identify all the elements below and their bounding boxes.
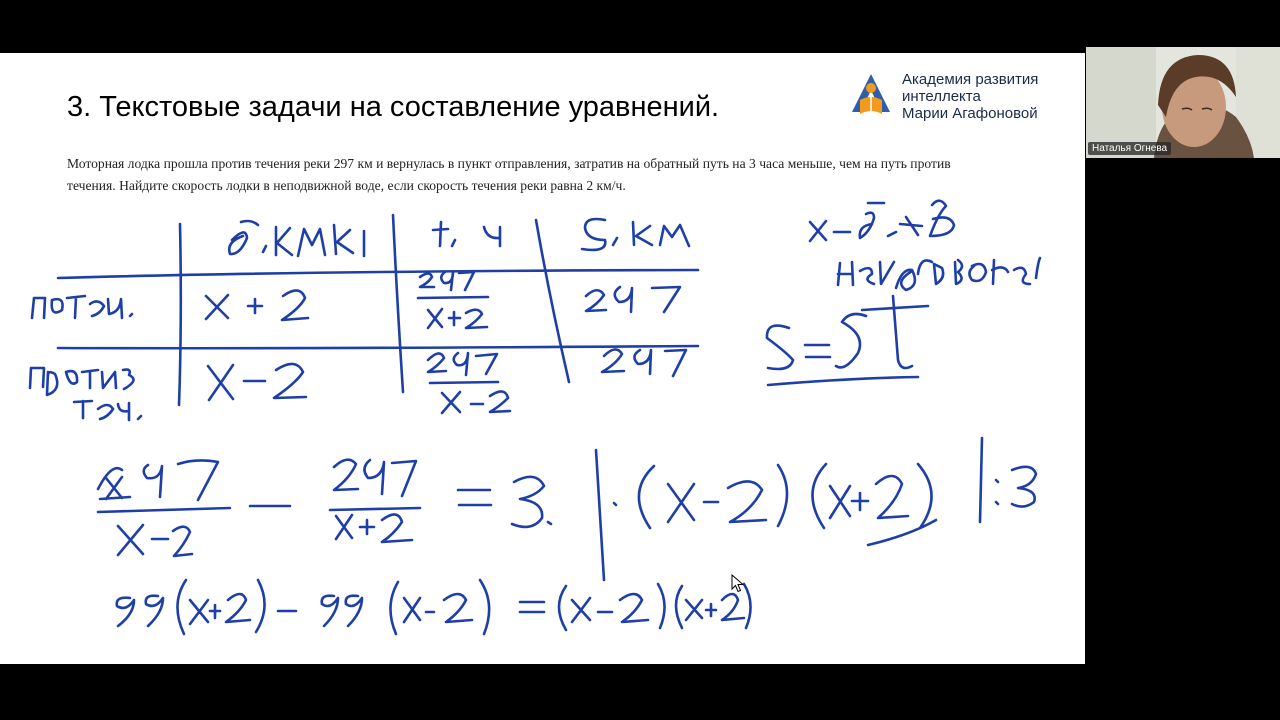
handwritten-note-x-v [810, 201, 954, 241]
handwritten-formula-s-vt [767, 296, 928, 385]
table-grid-line [536, 220, 569, 382]
handwritten-equation-multiplier [614, 464, 936, 545]
table-grid-line [393, 215, 403, 392]
table-grid-line [58, 346, 698, 348]
handwritten-equation-divide-3 [980, 438, 1036, 522]
handwritten-header-t [433, 222, 500, 246]
mouse-cursor-icon [731, 574, 745, 594]
table-grid-line [179, 224, 181, 405]
handwritten-label-potech [32, 296, 132, 318]
handwritten-equation-divider [596, 450, 604, 580]
handwritten-cell-297-over-x-minus-2 [428, 353, 510, 413]
handwritten-line2-right [520, 584, 751, 630]
handwritten-cell-297-over-x-plus-2 [418, 272, 488, 328]
brand-line: интеллекта [902, 88, 981, 105]
table-grid-line [58, 270, 698, 278]
brand-line: Академия развития [902, 71, 1039, 88]
handwritten-header-v [229, 221, 364, 256]
handwritten-cell-297 [586, 287, 680, 312]
handwritten-header-s [582, 219, 689, 250]
handwritten-cell-x-minus-2 [208, 364, 306, 400]
handwritten-cell-x-plus-2 [206, 290, 308, 320]
handwritten-equation-fraction-1 [98, 460, 230, 556]
handwritten-cell-297 [602, 349, 686, 376]
handwritten-note-nepodv-vode [838, 258, 1040, 290]
participant-name: Наталья Огнева [1088, 142, 1171, 155]
handwritten-label-tech [74, 401, 141, 420]
problem-statement: Моторная лодка прошла против течения реки 297 км и вернулась в пункт отправления, затратив на обратный путь на 3 часа меньше, чем на путь против течения. Найдите скорость лодки в неподвижной воде, если скорость течения реки равна 2 км/ч. [67, 156, 951, 193]
handwritten-label-protiv [30, 368, 133, 395]
handwritten-equation-fraction-2 [330, 460, 420, 542]
slide-title: 3. Текстовые задачи на составление уравнений. [67, 91, 720, 123]
handwritten-equation-equals-3 [458, 477, 551, 527]
handwritten-line2-left [117, 580, 489, 634]
webcam-video-tile[interactable] [1086, 47, 1280, 158]
brand-line: Марии Агафоновой [902, 105, 1038, 122]
